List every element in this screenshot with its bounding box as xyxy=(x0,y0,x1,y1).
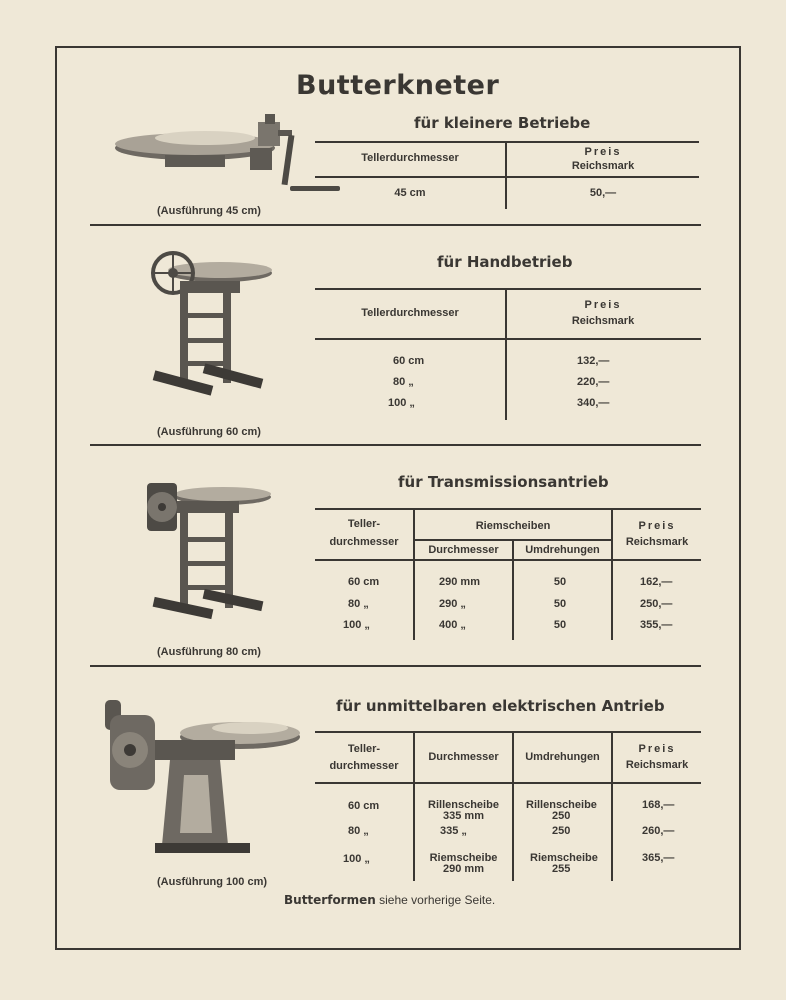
butter-kneader-electric-image xyxy=(100,695,305,860)
table-2-cell-diameter: 100 „ xyxy=(388,397,415,409)
table-2-header-rule xyxy=(315,338,701,340)
table-3-cell-diameter: 60 cm xyxy=(348,576,380,588)
section-2-caption: (Ausführung 60 cm) xyxy=(157,426,261,438)
table-4-cell-pulley: Rillenscheibe xyxy=(428,799,499,811)
table-3-cell-price: 355,— xyxy=(640,619,673,631)
table-2-header-price: Preis xyxy=(584,299,622,311)
table-4-header-diameter-cont: durchmesser xyxy=(329,760,399,772)
table-2-cell-diameter: 60 cm xyxy=(393,355,425,367)
section-1-heading: für kleinere Betriebe xyxy=(414,114,591,132)
table-2-cell-diameter: 80 „ xyxy=(393,376,414,388)
table-3-cell-pulley: 290 mm xyxy=(439,576,480,588)
table-4-cell-price: 168,— xyxy=(642,799,675,811)
table-2-header-diameter: Tellerdurchmesser xyxy=(361,307,459,319)
table-3-header-diameter-cont: durchmesser xyxy=(329,536,399,548)
table-4-header-pulley-diameter: Durchmesser xyxy=(428,751,499,763)
table-4-top-rule xyxy=(315,731,701,733)
table-3-header-price: Preis xyxy=(638,520,676,532)
table-1-cell-price: 50,— xyxy=(589,187,617,199)
table-3-cell-pulley: 400 „ xyxy=(439,619,466,631)
table-4-cell-pulley: Riemscheibe xyxy=(429,852,498,864)
table-4-header-price: Preis xyxy=(638,743,676,755)
table-2-header-currency: Reichsmark xyxy=(571,315,635,327)
table-4-cell-price: 365,— xyxy=(642,852,675,864)
table-1-cell-diameter: 45 cm xyxy=(394,187,426,199)
butter-kneader-small-image xyxy=(110,100,345,200)
table-3-header-currency: Reichsmark xyxy=(625,536,689,548)
table-1-header-diameter: Tellerdurchmesser xyxy=(361,152,459,164)
table-4-header-revolutions: Umdrehungen xyxy=(525,751,600,763)
footer-note xyxy=(284,893,495,907)
table-4-cell-revolutions: Riemscheibe xyxy=(530,852,598,864)
section-divider xyxy=(90,224,701,226)
table-4-cell-diameter: 100 „ xyxy=(343,853,370,865)
table-1-top-rule xyxy=(315,141,699,143)
table-4-cell-pulley-size: 290 mm xyxy=(443,863,484,875)
table-3-cell-revolutions: 50 xyxy=(553,598,567,610)
table-3-header-diameter: Teller- xyxy=(347,518,381,530)
table-3-cell-revolutions: 50 xyxy=(553,619,567,631)
table-3-cell-revolutions: 50 xyxy=(553,576,567,588)
section-2-heading: für Handbetrieb xyxy=(437,253,573,271)
table-2-cell-price: 220,— xyxy=(577,376,610,388)
section-divider xyxy=(90,665,701,667)
table-4-cell-diameter: 80 „ xyxy=(348,825,369,837)
table-4-header-rule xyxy=(315,782,701,784)
table-4-cell-diameter: 60 cm xyxy=(348,800,380,812)
table-3-cell-price: 162,— xyxy=(640,576,673,588)
table-2-top-rule xyxy=(315,288,701,290)
table-3-cell-diameter: 80 „ xyxy=(348,598,369,610)
table-4-cell-price: 260,— xyxy=(642,825,675,837)
footer-bold: Butterformen xyxy=(284,893,376,907)
table-3-cell-pulley: 290 „ xyxy=(439,598,466,610)
table-2-cell-price: 132,— xyxy=(577,355,610,367)
butter-kneader-transmission-image xyxy=(135,465,275,630)
table-4-cell-revolutions-value: 255 xyxy=(552,863,571,875)
section-divider xyxy=(90,444,701,446)
butter-kneader-hand-image xyxy=(135,243,275,408)
table-4-cell-pulley-size: 335 mm xyxy=(443,810,484,822)
table-3-cell-diameter: 100 „ xyxy=(343,619,370,631)
table-4-cell-revolutions: 250 xyxy=(552,825,571,837)
table-4-cell-revolutions-value: 250 xyxy=(552,810,571,822)
table-4-header-currency: Reichsmark xyxy=(625,759,689,771)
table-4-cell-pulley: 335 „ xyxy=(440,825,467,837)
table-4-header-diameter: Teller- xyxy=(347,743,381,755)
table-3-header-pulleys: Riemscheiben xyxy=(475,520,551,532)
page-title: Butterkneter xyxy=(296,70,500,101)
table-3-top-rule xyxy=(315,508,701,510)
table-2-cell-price: 340,— xyxy=(577,397,610,409)
table-3-header-pulley-diameter: Durchmesser xyxy=(428,544,499,556)
table-1-header-currency: Reichsmark xyxy=(571,160,635,172)
section-3-caption: (Ausführung 80 cm) xyxy=(157,646,261,658)
section-4-caption: (Ausführung 100 cm) xyxy=(157,876,268,888)
section-1-caption: (Ausführung 45 cm) xyxy=(157,205,261,217)
table-4-cell-revolutions: Rillenscheibe xyxy=(526,799,597,811)
footer-text: siehe vorherige Seite. xyxy=(379,893,496,907)
table-3-cell-price: 250,— xyxy=(640,598,673,610)
table-1-header-rule xyxy=(315,176,699,178)
table-3-header-revolutions: Umdrehungen xyxy=(525,544,600,556)
section-4-heading: für unmittelbaren elektrischen Antrieb xyxy=(336,697,665,715)
table-3-header-rule xyxy=(315,559,701,561)
table-1-header-price: Preis xyxy=(584,146,622,158)
section-3-heading: für Transmissionsantrieb xyxy=(398,473,609,491)
